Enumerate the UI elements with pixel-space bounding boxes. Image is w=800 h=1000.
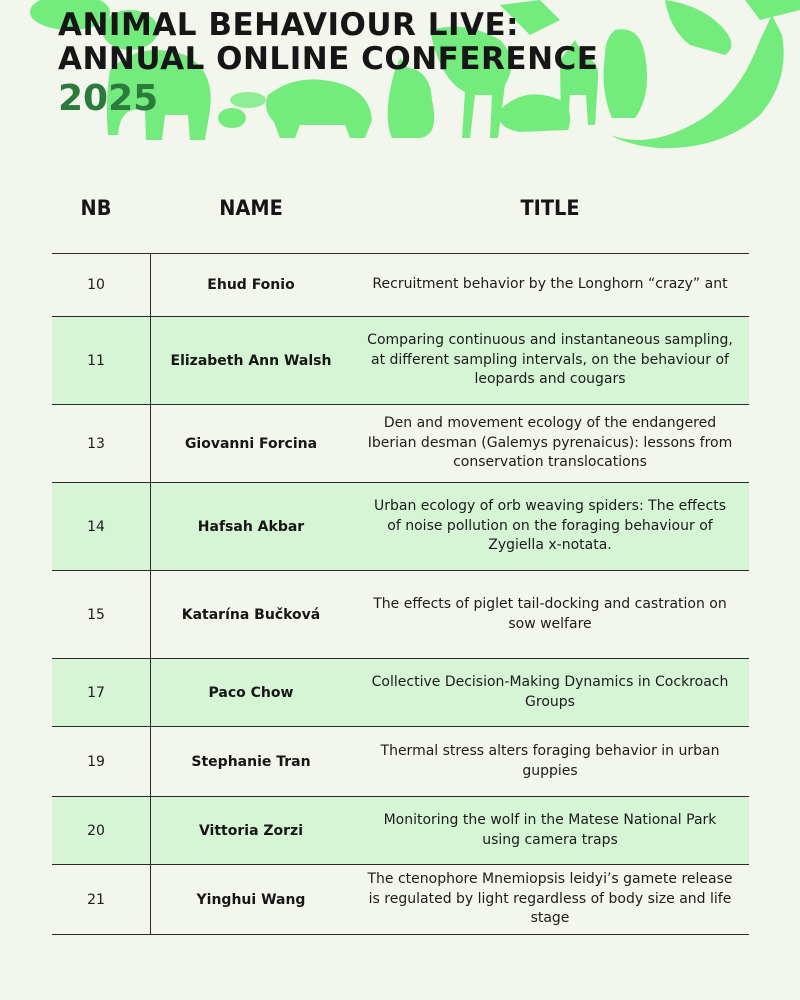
cell-title: Thermal stress alters foraging behavior in urban guppies: [380, 743, 720, 779]
column-divider: [150, 405, 151, 482]
conference-title-line-1: ANIMAL BEHAVIOUR LIVE:: [58, 7, 520, 43]
animal-silhouette-banner: [0, 0, 800, 160]
column-divider: [150, 571, 151, 658]
cell-nb: 19: [87, 753, 105, 770]
table-row: [52, 483, 749, 571]
cell-nb: 15: [87, 606, 105, 623]
penguin-silhouette: [604, 29, 648, 118]
conference-title-block: [58, 8, 598, 120]
table-row: [52, 865, 749, 935]
cell-title: The effects of piglet tail-docking and castration on sow welfare: [373, 596, 727, 632]
column-divider: [150, 483, 151, 570]
header-nb: NB: [80, 196, 112, 220]
column-divider: [150, 797, 151, 864]
table-row: [52, 571, 749, 659]
cell-nb: 11: [87, 352, 105, 369]
cell-title: Recruitment behavior by the Longhorn “crazy” ant: [372, 276, 728, 293]
cell-nb: 13: [87, 435, 105, 452]
cell-nb: 17: [87, 684, 105, 701]
cell-title: Urban ecology of orb weaving spiders: The effects of noise pollution on the foraging behaviour of Zygiella x-notata.: [373, 498, 726, 554]
cell-nb: 10: [87, 277, 105, 293]
table-row: [52, 727, 749, 797]
cell-title: Monitoring the wolf in the Matese National Park using camera traps: [383, 812, 717, 848]
table-row: [52, 405, 749, 483]
column-divider: [150, 727, 151, 796]
table-row: [52, 253, 749, 317]
cell-title: Collective Decision-Making Dynamics in Cockroach Groups: [371, 674, 729, 710]
table-header-row: [52, 196, 749, 226]
cell-name: Stephanie Tran: [191, 753, 311, 770]
cell-name: Ehud Fonio: [207, 277, 295, 293]
cell-name: Elizabeth Ann Walsh: [170, 352, 332, 369]
table-row: [52, 659, 749, 727]
conference-title-line-2: ANNUAL ONLINE CONFERENCE: [58, 41, 599, 77]
cell-nb: 20: [87, 822, 105, 839]
parrot-silhouette: [665, 0, 731, 55]
column-divider: [150, 317, 151, 404]
cell-nb: 14: [87, 518, 105, 535]
conference-year: 2025: [58, 78, 159, 119]
schedule-table: [52, 253, 749, 935]
cell-name: Hafsah Akbar: [197, 518, 305, 535]
table-row: [52, 317, 749, 405]
cell-name: Giovanni Forcina: [184, 435, 318, 452]
cell-title: Den and movement ecology of the endangered Iberian desman (Galemys pyrenaicus): lessons from conservation translocations: [367, 415, 733, 471]
column-divider: [150, 865, 151, 934]
cell-name: Katarína Bučková: [181, 606, 321, 623]
cell-name: Vittoria Zorzi: [198, 822, 304, 839]
table-row: [52, 797, 749, 865]
cell-title: Comparing continuous and instantaneous sampling, at different sampling intervals, on the behaviour of leopards and cougars: [367, 332, 733, 388]
column-divider: [150, 254, 151, 316]
cell-nb: 21: [87, 891, 105, 908]
cell-title: The ctenophore Mnemiopsis leidyi’s gamete release is regulated by light regardless of body size and life stage: [367, 871, 733, 927]
cell-name: Paco Chow: [208, 684, 294, 701]
header-name: NAME: [219, 196, 283, 220]
column-divider: [150, 659, 151, 726]
header-title: TITLE: [520, 196, 580, 220]
cell-name: Yinghui Wang: [196, 891, 306, 908]
